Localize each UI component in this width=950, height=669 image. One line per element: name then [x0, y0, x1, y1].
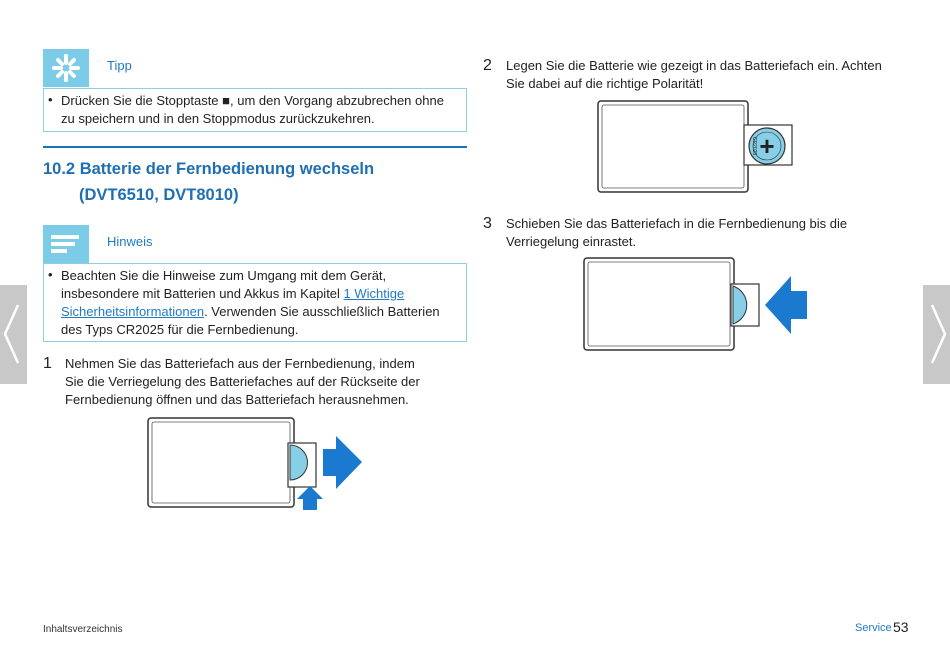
footer-section: Service [855, 622, 892, 634]
arrow-right-icon [323, 436, 362, 489]
next-page-tab[interactable] [923, 285, 950, 384]
note-line-3-text: . Verwenden Sie ausschließlich Batterien [204, 304, 440, 319]
step-2-number: 2 [483, 57, 492, 74]
step-2-line-2: Sie dabei auf die richtige Polarität! [506, 76, 704, 91]
note-line-4: des Typs CR2025 für die Fernbedienung. [61, 322, 299, 337]
note-box [43, 263, 467, 342]
step-3-line-2: Verriegelung einrastet. [506, 234, 637, 249]
arrow-left-icon [765, 276, 807, 334]
section-heading-line-1 [43, 157, 473, 181]
tip-icon [43, 49, 89, 87]
note-bullet: • [48, 267, 53, 282]
tip-box [43, 88, 467, 132]
remote-body-3 [584, 258, 734, 350]
note-line-3 [61, 303, 466, 321]
note-header [43, 225, 467, 263]
section-divider [43, 146, 467, 148]
remote-body-1 [148, 418, 294, 507]
section-number: 10.2 [43, 160, 76, 178]
step-1-line-2: Sie die Verriegelung des Batteriefaches auf der Rückseite der [65, 374, 420, 389]
step-1-text [65, 355, 470, 409]
arrow-up-icon [297, 486, 323, 510]
note-line-1: Beachten Sie die Hinweise zum Umgang mit dem Gerät, [61, 268, 387, 283]
note-line-2 [61, 285, 466, 303]
step-1-number: 1 [43, 355, 52, 372]
section-heading [43, 157, 473, 207]
note-title: Hinweis [107, 234, 153, 249]
step-3-line-1: Schieben Sie das Batteriefach in die Fernbedienung bis die [506, 216, 848, 231]
remote-body-2 [598, 101, 748, 192]
safety-link-part-2[interactable]: Sicherheitsinformationen [61, 304, 205, 319]
page-number: 53 [893, 619, 909, 635]
step-1-line-3: Fernbedienung öffnen und das Batteriefach herausnehmen. [65, 392, 409, 407]
tip-title: Tipp [107, 58, 132, 73]
step-3-text [506, 215, 926, 251]
note-line-2-text: insbesondere mit Batterien und Akkus im Kapitel [61, 286, 344, 301]
tip-line-1: Drücken Sie die Stopptaste ■, um den Vorgang abzubrechen ohne [61, 93, 444, 108]
note-text [61, 267, 466, 339]
illustration-step-3 [578, 253, 818, 355]
illustration-step-1 [140, 412, 370, 512]
step-3-number: 3 [483, 215, 492, 232]
step-2-text [506, 57, 926, 93]
tip-line-2: zu speichern und in den Stoppmodus zurückzukehren. [61, 111, 375, 126]
safety-link-part-1[interactable]: 1 Wichtige [343, 286, 405, 301]
illustration-step-2 [590, 96, 800, 196]
battery-plus-symbol: + [759, 131, 775, 161]
prev-page-tab[interactable] [0, 285, 27, 384]
chevron-left-icon [0, 285, 27, 384]
step-1-line-1: Nehmen Sie das Batteriefach aus der Fernbedienung, indem [65, 356, 415, 371]
tip-header [43, 49, 467, 87]
section-title-line-1: Batterie der Fernbedienung wechseln [79, 160, 375, 178]
tip-text [61, 92, 444, 128]
note-icon [43, 225, 89, 263]
step-2-line-1: Legen Sie die Batterie wie gezeigt in das Batteriefach ein. Achten [506, 58, 882, 73]
toc-link[interactable]: Inhaltsverzeichnis [43, 624, 123, 635]
battery-label: CR2025 [751, 136, 757, 156]
chevron-right-icon [923, 285, 950, 384]
tip-bullet: • [48, 92, 53, 107]
section-title-line-2: (DVT6510, DVT8010) [79, 186, 239, 204]
